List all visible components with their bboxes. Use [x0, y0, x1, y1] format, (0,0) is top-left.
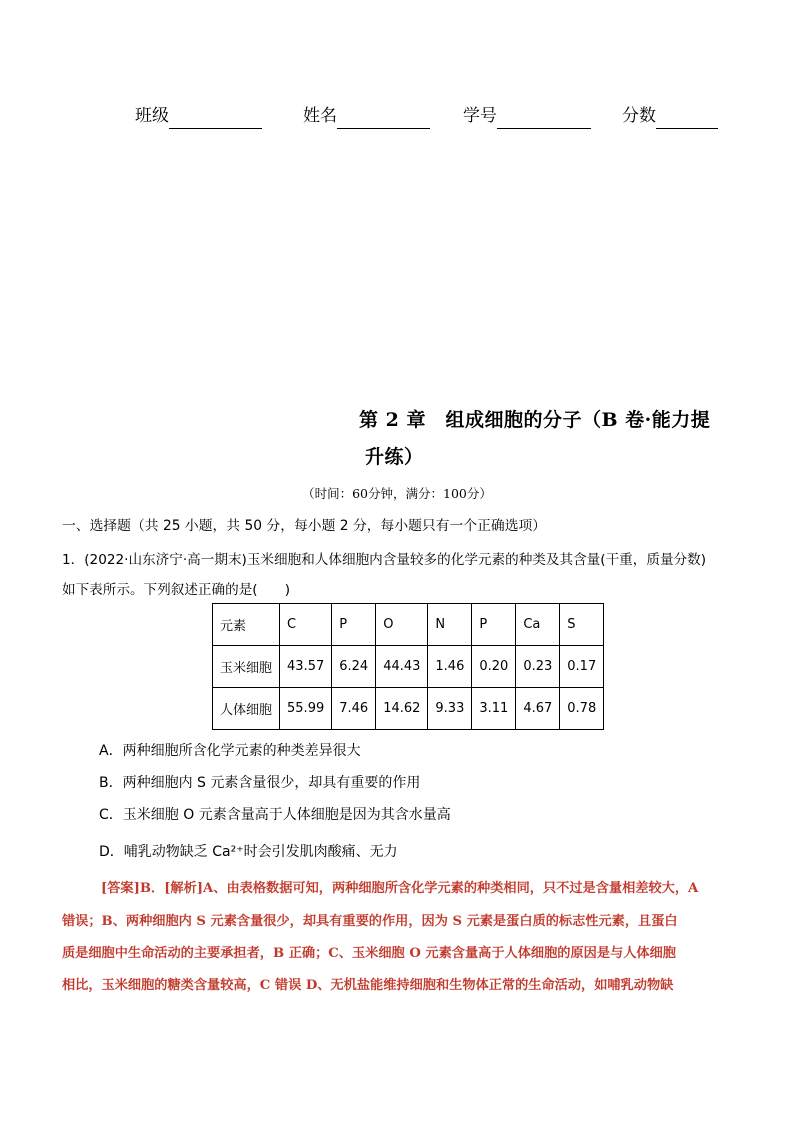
name-label: 姓名: [303, 106, 337, 126]
exam-info: （时间：60分钟，满分：100分）: [302, 486, 492, 501]
table-row: [213, 646, 604, 688]
student-id-field: [463, 103, 591, 129]
table-cell: P: [472, 604, 516, 646]
answer-line4: 相比，玉米细胞的糖类含量较高，C 错误 D、无机盐能维持细胞和生物体正常的生命活动，如哺乳动物缺: [62, 978, 674, 993]
class-blank: [169, 107, 262, 129]
table-cell: 44.43: [376, 646, 428, 688]
table-cell: 玉米细胞: [213, 646, 280, 688]
table-cell: 43.57: [280, 646, 332, 688]
table-cell: 0.17: [560, 646, 604, 688]
table-cell: 元素: [213, 604, 280, 646]
table-cell: 6.24: [332, 646, 376, 688]
question-stem-line2: 如下表所示。下列叙述正确的是( ): [62, 582, 291, 598]
table-cell: 3.11: [472, 688, 516, 730]
score-label: 分数: [622, 106, 656, 126]
table-cell: 7.46: [332, 688, 376, 730]
table-cell: 1.46: [428, 646, 472, 688]
table-cell: 0.23: [516, 646, 560, 688]
name-blank: [337, 107, 430, 129]
table-cell: 0.78: [560, 688, 604, 730]
table-cell: 0.20: [472, 646, 516, 688]
name-field: [303, 103, 430, 129]
table-row: [213, 688, 604, 730]
table-header-row: [213, 604, 604, 646]
answer-line2: 错误；B、两种细胞内 S 元素含量很少，却具有重要的作用，因为 S 元素是蛋白质的标志性元素，且蛋白: [62, 914, 678, 929]
table-cell: 4.67: [516, 688, 560, 730]
table-cell: C: [280, 604, 332, 646]
table-cell: P: [332, 604, 376, 646]
element-content-table: [212, 603, 604, 730]
section-heading: 一、选择题（共 25 小题，共 50 分，每小题 2 分，每小题只有一个正确选项）: [62, 518, 547, 534]
page-title-line1: 第 2 章 组成细胞的分子（B 卷·能力提: [359, 409, 711, 431]
score-field: [622, 103, 718, 129]
table-cell: 14.62: [376, 688, 428, 730]
question-stem-line1: 1．(2022·山东济宁·高一期末)玉米细胞和人体细胞内含量较多的化学元素的种类及其含量(干重，质量分数): [62, 552, 707, 568]
student-id-blank: [497, 107, 591, 129]
class-field: [135, 103, 262, 129]
table-cell: 9.33: [428, 688, 472, 730]
option-a: A．两种细胞所含化学元素的种类差异很大: [99, 743, 361, 759]
table-cell: 人体细胞: [213, 688, 280, 730]
score-blank: [656, 107, 718, 129]
option-c: C．玉米细胞 O 元素含量高于人体细胞是因为其含水量高: [99, 807, 451, 823]
option-b: B．两种细胞内 S 元素含量很少，却具有重要的作用: [99, 775, 421, 791]
page-title-line2: 升练）: [365, 446, 424, 468]
option-d: D．哺乳动物缺乏 Ca²⁺时会引发肌肉酸痛、无力: [99, 844, 398, 860]
answer-line1: [答案]B．[解析]A、由表格数据可知，两种细胞所含化学元素的种类相同，只不过是含量相差较大，A: [101, 881, 699, 896]
table-cell: N: [428, 604, 472, 646]
table-cell: O: [376, 604, 428, 646]
answer-line3: 质是细胞中生命活动的主要承担者，B 正确；C、玉米细胞 O 元素含量高于人体细胞的原因是与人体细胞: [62, 946, 676, 961]
table-cell: 55.99: [280, 688, 332, 730]
class-label: 班级: [135, 106, 169, 126]
table-cell: Ca: [516, 604, 560, 646]
student-id-label: 学号: [463, 106, 497, 126]
table-cell: S: [560, 604, 604, 646]
